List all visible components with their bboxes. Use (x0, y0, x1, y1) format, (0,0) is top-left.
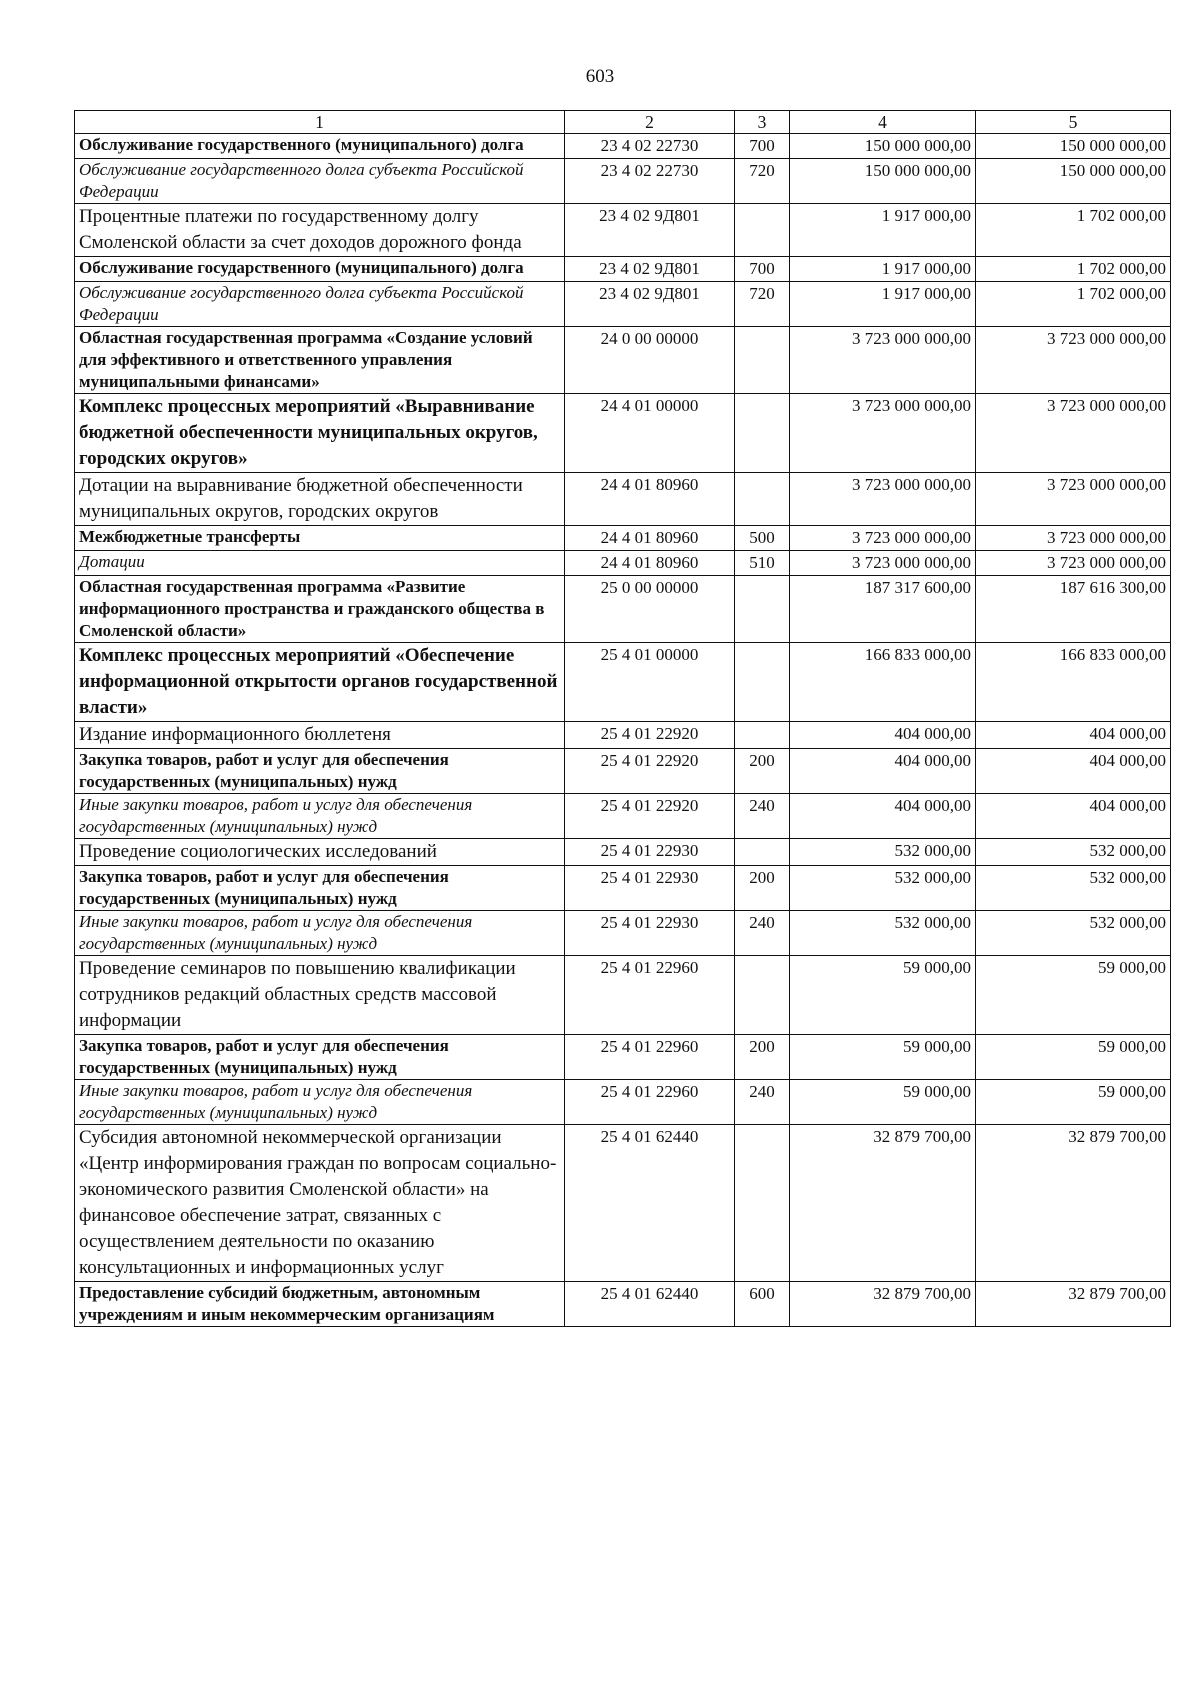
row-amount-year-1: 59 000,00 (790, 956, 976, 1035)
row-name: Комплекс процессных мероприятий «Обеспечение информационной открытости органов государственной власти» (75, 643, 565, 722)
header-col-4: 4 (790, 111, 976, 134)
row-amount-year-2: 532 000,00 (976, 911, 1171, 956)
row-amount-year-2: 150 000 000,00 (976, 134, 1171, 159)
row-code: 25 4 01 22930 (565, 866, 735, 911)
row-code: 25 4 01 62440 (565, 1282, 735, 1327)
row-code: 24 4 01 80960 (565, 551, 735, 576)
row-amount-year-1: 150 000 000,00 (790, 134, 976, 159)
row-expense-type: 700 (735, 257, 790, 282)
row-expense-type (735, 1125, 790, 1282)
row-name: Обслуживание государственного долга субъекта Российской Федерации (75, 282, 565, 327)
table-row (75, 722, 1171, 749)
row-amount-year-2: 1 702 000,00 (976, 282, 1171, 327)
table-row (75, 911, 1171, 956)
header-col-5: 5 (976, 111, 1171, 134)
table-row (75, 257, 1171, 282)
row-expense-type: 510 (735, 551, 790, 576)
table-row (75, 1035, 1171, 1080)
header-row (75, 111, 1171, 134)
row-code: 24 4 01 00000 (565, 394, 735, 473)
row-amount-year-1: 32 879 700,00 (790, 1125, 976, 1282)
row-amount-year-2: 32 879 700,00 (976, 1125, 1171, 1282)
row-amount-year-2: 32 879 700,00 (976, 1282, 1171, 1327)
row-amount-year-2: 59 000,00 (976, 956, 1171, 1035)
row-amount-year-1: 532 000,00 (790, 866, 976, 911)
row-amount-year-1: 166 833 000,00 (790, 643, 976, 722)
row-amount-year-2: 187 616 300,00 (976, 576, 1171, 643)
row-name: Иные закупки товаров, работ и услуг для обеспечения государственных (муниципальных) нужд (75, 911, 565, 956)
row-expense-type: 200 (735, 866, 790, 911)
row-code: 24 0 00 00000 (565, 327, 735, 394)
row-name: Проведение семинаров по повышению квалификации сотрудников редакций областных средств массовой информации (75, 956, 565, 1035)
row-amount-year-1: 3 723 000 000,00 (790, 526, 976, 551)
header-col-2: 2 (565, 111, 735, 134)
row-code: 25 4 01 22930 (565, 911, 735, 956)
row-expense-type: 240 (735, 794, 790, 839)
row-name: Иные закупки товаров, работ и услуг для обеспечения государственных (муниципальных) нужд (75, 1080, 565, 1125)
row-amount-year-2: 3 723 000 000,00 (976, 473, 1171, 526)
row-name: Закупка товаров, работ и услуг для обеспечения государственных (муниципальных) нужд (75, 1035, 565, 1080)
table-row (75, 327, 1171, 394)
header-col-3: 3 (735, 111, 790, 134)
row-code: 23 4 02 22730 (565, 134, 735, 159)
table-row (75, 526, 1171, 551)
row-name: Областная государственная программа «Развитие информационного пространства и гражданского общества в Смоленской области» (75, 576, 565, 643)
table-row (75, 956, 1171, 1035)
row-amount-year-1: 150 000 000,00 (790, 159, 976, 204)
row-code: 25 4 01 22920 (565, 749, 735, 794)
table-row (75, 282, 1171, 327)
row-expense-type (735, 576, 790, 643)
row-code: 25 4 01 22920 (565, 794, 735, 839)
row-expense-type (735, 956, 790, 1035)
row-amount-year-2: 3 723 000 000,00 (976, 394, 1171, 473)
header-col-1: 1 (75, 111, 565, 134)
row-code: 25 4 01 22930 (565, 839, 735, 866)
row-name: Проведение социологических исследований (75, 839, 565, 866)
row-expense-type (735, 327, 790, 394)
row-amount-year-1: 3 723 000 000,00 (790, 551, 976, 576)
row-name: Обслуживание государственного (муниципального) долга (75, 257, 565, 282)
row-expense-type: 200 (735, 749, 790, 794)
row-code: 25 4 01 22960 (565, 956, 735, 1035)
row-code: 23 4 02 22730 (565, 159, 735, 204)
row-amount-year-2: 1 702 000,00 (976, 257, 1171, 282)
row-amount-year-2: 532 000,00 (976, 866, 1171, 911)
row-amount-year-2: 166 833 000,00 (976, 643, 1171, 722)
row-expense-type: 700 (735, 134, 790, 159)
row-amount-year-1: 3 723 000 000,00 (790, 394, 976, 473)
row-code: 25 0 00 00000 (565, 576, 735, 643)
row-name: Закупка товаров, работ и услуг для обеспечения государственных (муниципальных) нужд (75, 749, 565, 794)
table-row (75, 551, 1171, 576)
row-expense-type (735, 473, 790, 526)
row-expense-type (735, 722, 790, 749)
row-amount-year-2: 404 000,00 (976, 794, 1171, 839)
row-expense-type: 240 (735, 1080, 790, 1125)
row-amount-year-1: 59 000,00 (790, 1035, 976, 1080)
row-expense-type (735, 204, 790, 257)
row-name: Предоставление субсидий бюджетным, автономным учреждениям и иным некоммерческим организациям (75, 1282, 565, 1327)
row-code: 25 4 01 00000 (565, 643, 735, 722)
row-code: 25 4 01 62440 (565, 1125, 735, 1282)
row-name: Дотации (75, 551, 565, 576)
row-expense-type (735, 643, 790, 722)
row-name: Закупка товаров, работ и услуг для обеспечения государственных (муниципальных) нужд (75, 866, 565, 911)
row-code: 24 4 01 80960 (565, 473, 735, 526)
row-amount-year-2: 1 702 000,00 (976, 204, 1171, 257)
table-row (75, 866, 1171, 911)
table-row (75, 749, 1171, 794)
row-name: Процентные платежи по государственному долгу Смоленской области за счет доходов дорожного фонда (75, 204, 565, 257)
row-expense-type (735, 394, 790, 473)
row-name: Обслуживание государственного (муниципального) долга (75, 134, 565, 159)
row-amount-year-2: 59 000,00 (976, 1080, 1171, 1125)
row-amount-year-1: 532 000,00 (790, 911, 976, 956)
row-expense-type: 720 (735, 282, 790, 327)
row-amount-year-1: 3 723 000 000,00 (790, 327, 976, 394)
table-row (75, 794, 1171, 839)
row-amount-year-1: 532 000,00 (790, 839, 976, 866)
row-amount-year-1: 1 917 000,00 (790, 204, 976, 257)
row-amount-year-1: 187 317 600,00 (790, 576, 976, 643)
table-row (75, 159, 1171, 204)
row-code: 25 4 01 22960 (565, 1080, 735, 1125)
row-code: 25 4 01 22920 (565, 722, 735, 749)
row-expense-type: 600 (735, 1282, 790, 1327)
table-body (75, 134, 1171, 1327)
row-amount-year-1: 32 879 700,00 (790, 1282, 976, 1327)
row-amount-year-2: 59 000,00 (976, 1035, 1171, 1080)
table-row (75, 576, 1171, 643)
row-expense-type: 200 (735, 1035, 790, 1080)
row-amount-year-1: 404 000,00 (790, 794, 976, 839)
table-row (75, 1282, 1171, 1327)
row-expense-type: 720 (735, 159, 790, 204)
row-amount-year-2: 532 000,00 (976, 839, 1171, 866)
row-code: 23 4 02 9Д801 (565, 282, 735, 327)
row-name: Комплекс процессных мероприятий «Выравнивание бюджетной обеспеченности муниципальных округов, городских округов» (75, 394, 565, 473)
row-amount-year-1: 1 917 000,00 (790, 257, 976, 282)
row-amount-year-2: 404 000,00 (976, 722, 1171, 749)
page-number: 603 (585, 66, 615, 87)
row-name: Издание информационного бюллетеня (75, 722, 565, 749)
row-code: 23 4 02 9Д801 (565, 204, 735, 257)
row-amount-year-2: 3 723 000 000,00 (976, 526, 1171, 551)
row-name: Иные закупки товаров, работ и услуг для обеспечения государственных (муниципальных) нужд (75, 794, 565, 839)
table-row (75, 1080, 1171, 1125)
budget-table (74, 110, 1171, 1327)
row-amount-year-1: 404 000,00 (790, 749, 976, 794)
row-amount-year-2: 3 723 000 000,00 (976, 327, 1171, 394)
table-row (75, 204, 1171, 257)
row-name: Субсидия автономной некоммерческой организации «Центр информирования граждан по вопросам социально-экономического развития Смоленской области» на финансовое обеспечение затрат, связанных с осуществлением деятельности по оказанию консультационных и информационных услуг (75, 1125, 565, 1282)
row-expense-type: 240 (735, 911, 790, 956)
row-amount-year-2: 3 723 000 000,00 (976, 551, 1171, 576)
row-expense-type (735, 839, 790, 866)
row-amount-year-2: 150 000 000,00 (976, 159, 1171, 204)
table-row (75, 394, 1171, 473)
row-code: 24 4 01 80960 (565, 526, 735, 551)
table-row (75, 134, 1171, 159)
row-name: Областная государственная программа «Создание условий для эффективного и ответственного управления муниципальными финансами» (75, 327, 565, 394)
row-code: 23 4 02 9Д801 (565, 257, 735, 282)
table-row (75, 1125, 1171, 1282)
row-code: 25 4 01 22960 (565, 1035, 735, 1080)
row-amount-year-2: 404 000,00 (976, 749, 1171, 794)
row-amount-year-1: 1 917 000,00 (790, 282, 976, 327)
row-amount-year-1: 404 000,00 (790, 722, 976, 749)
row-amount-year-1: 59 000,00 (790, 1080, 976, 1125)
row-amount-year-1: 3 723 000 000,00 (790, 473, 976, 526)
row-name: Дотации на выравнивание бюджетной обеспеченности муниципальных округов, городских округов (75, 473, 565, 526)
table-row (75, 839, 1171, 866)
table-row (75, 473, 1171, 526)
row-name: Межбюджетные трансферты (75, 526, 565, 551)
table-row (75, 643, 1171, 722)
row-expense-type: 500 (735, 526, 790, 551)
row-name: Обслуживание государственного долга субъекта Российской Федерации (75, 159, 565, 204)
